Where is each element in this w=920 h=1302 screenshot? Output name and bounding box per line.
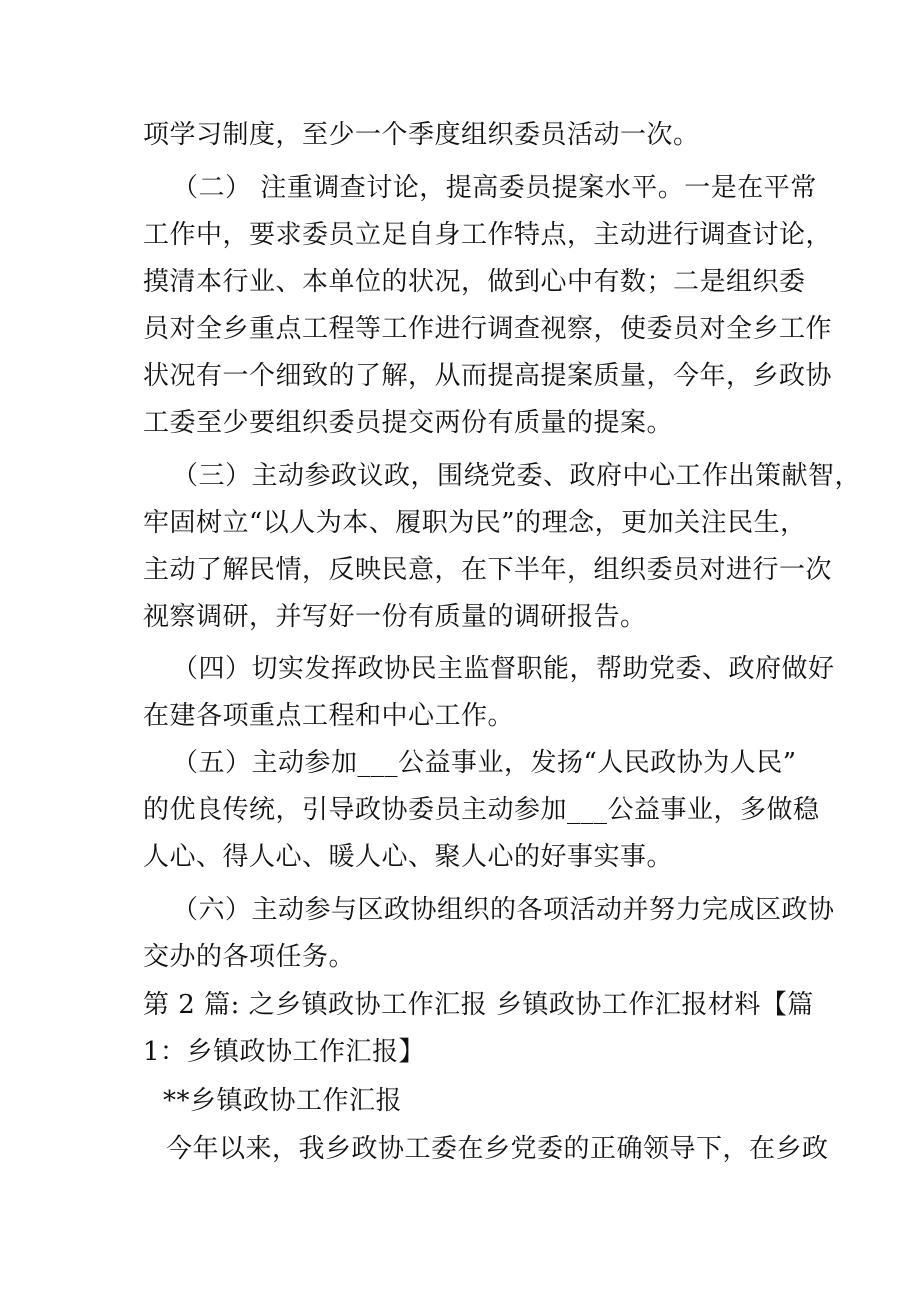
- paragraph-line: 摸清本行业、本单位的状况，做到心中有数；二是组织委: [143, 267, 806, 297]
- paragraph-line: （四）切实发挥政协民主监督职能，帮助党委、政府做好: [172, 654, 835, 684]
- paragraph-line: 工作中，要求委员立足自身工作特点，主动进行调查讨论，: [143, 220, 833, 250]
- section-heading: 第 2 篇: 之乡镇政协工作汇报 乡镇政协工作汇报材料【篇: [143, 990, 814, 1020]
- paragraph-line: （二） 注重调查讨论，提高委员提案水平。一是在平常: [172, 173, 817, 203]
- paragraph-line: 今年以来，我乡政协工委在乡党委的正确领导下，在乡政: [166, 1134, 829, 1164]
- paragraph-line: 视察调研，并写好一份有质量的调研报告。: [143, 602, 647, 632]
- paragraph-line: 状况有一个细致的了解，从而提高提案质量，今年，乡政协: [143, 361, 833, 391]
- paragraph-line: 工委至少要组织委员提交两份有质量的提案。: [143, 408, 674, 438]
- paragraph-line: 员对全乡重点工程等工作进行调查视察，使委员对全乡工作: [143, 314, 833, 344]
- paragraph-line: （三）主动参政议政，围绕党委、政府中心工作出策献智，: [172, 461, 862, 491]
- section-heading-continued: 1：乡镇政协工作汇报】: [143, 1037, 426, 1067]
- paragraph-line: 的优良传统，引导政协委员主动参加___公益事业，多做稳: [143, 795, 820, 825]
- subheading: **乡镇政协工作汇报: [163, 1086, 403, 1116]
- paragraph-line: （五）主动参加___公益事业，发扬“人民政协为人民”: [172, 748, 797, 778]
- paragraph-line: 在建各项重点工程和中心工作。: [143, 701, 515, 731]
- paragraph-line: 项学习制度，至少一个季度组织委员活动一次。: [143, 120, 700, 150]
- paragraph-line: 人心、得人心、暖人心、聚人心的好事实事。: [143, 842, 674, 872]
- paragraph-line: 主动了解民情，反映民意，在下半年，组织委员对进行一次: [143, 555, 833, 585]
- paragraph-line: 交办的各项任务。: [143, 942, 356, 972]
- paragraph-line: 牢固树立“以人为本、履职为民”的理念，更加关注民生，: [143, 508, 807, 538]
- paragraph-line: （六）主动参与区政协组织的各项活动并努力完成区政协: [172, 895, 835, 925]
